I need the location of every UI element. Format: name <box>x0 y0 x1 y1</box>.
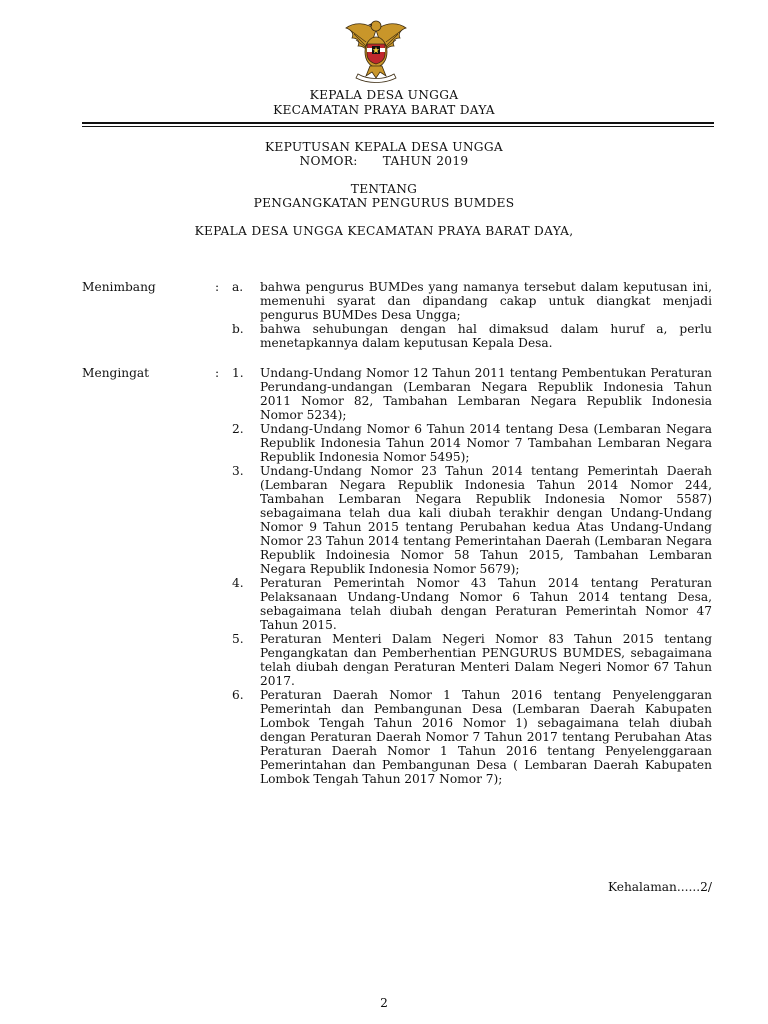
list-marker: 4. <box>232 576 244 590</box>
list-text: Undang-Undang Nomor 23 Tahun 2014 tentang Pemerintah Daerah (Lembaran Negara Republik Indonesia Tahun 2014 Nomor 244, Tambahan Lembaran Negara Republik Indonesia Nomor 5587) sebagaimana telah dua kali diubah terakhir dengan Undang-Undang Nomor 9 Tahun 2015 tentang Perubahan kedua Atas Undang-Undang Nomor 23 Tahun 2014 tentang Pemerintahan Daerah (Lembaran Negara Republik Indoinesia Nomor 58 Tahun 2015, Tambahan Lembaran Negara Republik Indonesia Nomor 5679); <box>260 464 712 576</box>
list-marker: b. <box>232 322 244 336</box>
list-item <box>232 464 712 576</box>
list-item <box>232 422 712 464</box>
page-number: 2 <box>380 996 388 1010</box>
continuation-note: Kehalaman......2/ <box>607 880 712 894</box>
decree-about: TENTANG <box>350 182 418 196</box>
list-item <box>232 280 712 322</box>
list-item <box>232 632 712 688</box>
decree-title: KEPUTUSAN KEPALA DESA UNGGA <box>264 140 503 154</box>
mengingat-list <box>232 366 712 786</box>
list-text: bahwa pengurus BUMDes yang namanya tersebut dalam keputusan ini, memenuhi syarat dan dipandang cakap untuk diangkat menjadi pengurus BUMDes Desa Ungga; <box>260 280 712 322</box>
list-item <box>232 576 712 632</box>
list-text: bahwa sehubungan dengan hal dimaksud dalam huruf a, perlu menetapkannya dalam keputusan Kepala Desa. <box>260 322 712 350</box>
list-text: Peraturan Daerah Nomor 1 Tahun 2016 tentang Penyelenggaran Pemerintah dan Pembangunan Desa (Lembaran Daerah Kabupaten Lombok Tengah Tahun 2016 Nomor 1) sebagaimana telah diubah dengan Peraturan Daerah Nomor 7 Tahun 2017 tentang Perubahan Atas Peraturan Daerah Nomor 1 Tahun 2016 tentang Penyelenggaraan Pemerintahan dan Pembangunan Desa ( Lembaran Daerah Kabupaten Lombok Tengah Tahun 2017 Nomor 7); <box>260 688 712 786</box>
letterhead-rule-thin <box>82 126 714 127</box>
menimbang-label: Menimbang <box>82 280 156 294</box>
decree-number: NOMOR: TAHUN 2019 <box>299 154 469 168</box>
list-item <box>232 366 712 422</box>
list-marker: 1. <box>232 366 244 380</box>
decree-issuer: KEPALA DESA UNGGA KECAMATAN PRAYA BARAT DAYA, <box>194 224 574 238</box>
mengingat-label: Mengingat <box>82 366 150 380</box>
list-marker: 2. <box>232 422 244 436</box>
institution-name: KEPALA DESA UNGGA <box>309 88 459 102</box>
garuda-emblem-icon <box>344 16 408 84</box>
menimbang-list <box>232 280 712 350</box>
menimbang-colon: : <box>215 280 220 294</box>
district-name: KECAMATAN PRAYA BARAT DAYA <box>273 103 495 117</box>
list-marker: 3. <box>232 464 244 478</box>
letterhead-rule <box>82 122 714 124</box>
list-text: Peraturan Menteri Dalam Negeri Nomor 83 Tahun 2015 tentang Pengangkatan dan Pemberhentian PENGURUS BUMDES, sebagaimana telah diubah dengan Peraturan Menteri Dalam Negeri Nomor 67 Tahun 2017. <box>260 632 712 688</box>
list-text: Undang-Undang Nomor 12 Tahun 2011 tentang Pembentukan Peraturan Perundang-undangan (Lembaran Negara Republik Indonesia Tahun 2011 Nomor 82, Tambahan Lembaran Negara Republik Indonesia Nomor 5234); <box>260 366 712 422</box>
list-marker: a. <box>232 280 244 294</box>
mengingat-colon: : <box>215 366 220 380</box>
list-text: Undang-Undang Nomor 6 Tahun 2014 tentang Desa (Lembaran Negara Republik Indonesia Tahun 2014 Nomor 7 Tambahan Lembaran Negara Republik Indonesia Nomor 5495); <box>260 422 712 464</box>
list-marker: 5. <box>232 632 244 646</box>
list-item <box>232 322 712 350</box>
list-marker: 6. <box>232 688 244 702</box>
decree-subject: PENGANGKATAN PENGURUS BUMDES <box>253 196 515 210</box>
list-item <box>232 688 712 786</box>
list-text: Peraturan Pemerintah Nomor 43 Tahun 2014 tentang Peraturan Pelaksanaan Undang-Undang Nomor 6 Tahun 2014 tentang Desa, sebagaimana telah diubah dengan Peraturan Pemerintah Nomor 47 Tahun 2015. <box>260 576 712 632</box>
